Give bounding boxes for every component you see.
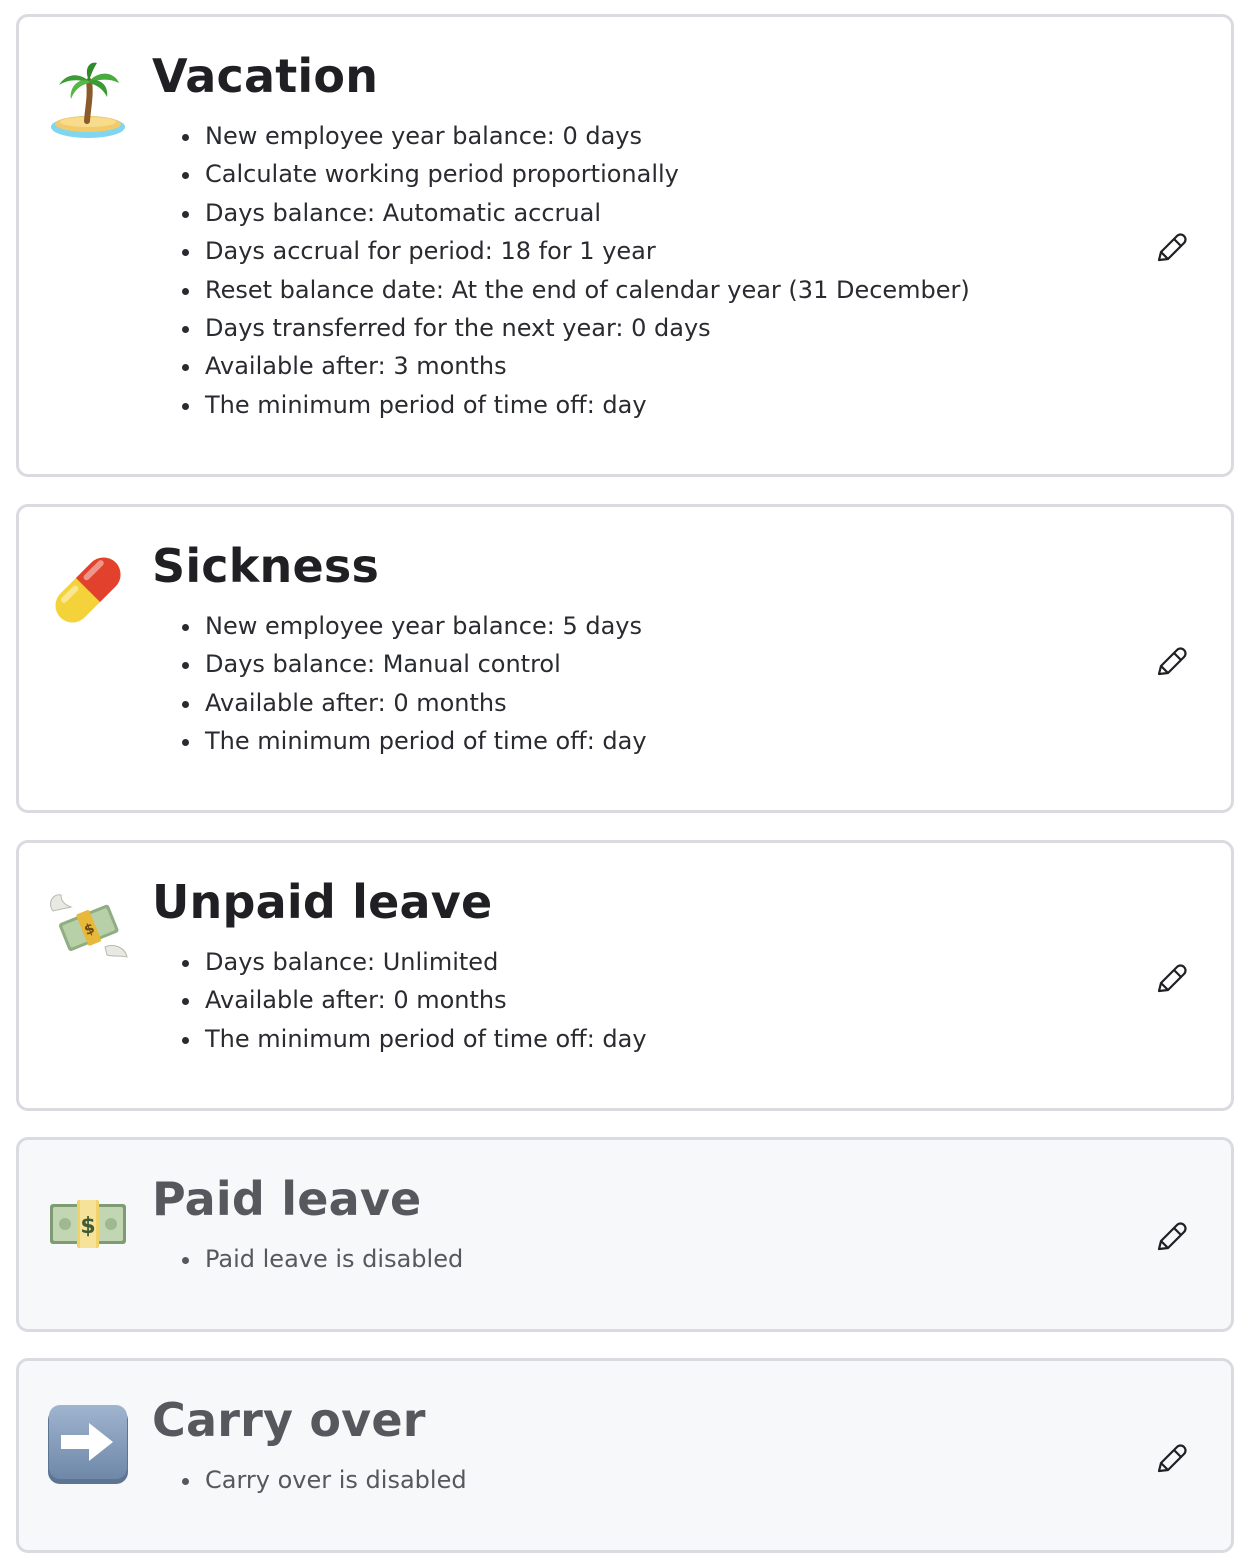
list-item: • Days balance: Automatic accrual	[203, 194, 970, 232]
card-title: Vacation	[152, 49, 379, 103]
list-item: • The minimum period of time off: day	[203, 1020, 647, 1058]
leave-card-sickness	[16, 504, 1234, 813]
edit-pencil-icon[interactable]	[1151, 1439, 1191, 1479]
edit-pencil-icon[interactable]	[1151, 1217, 1191, 1257]
details-list	[179, 943, 647, 1058]
dollar-banknote-icon	[47, 1182, 129, 1264]
list-item: • Paid leave is disabled	[203, 1240, 463, 1278]
svg-text:$: $	[80, 1214, 96, 1239]
svg-text:$: $	[81, 920, 98, 939]
leave-card-unpaid-leave	[16, 840, 1234, 1111]
details-list	[179, 1240, 463, 1278]
list-item: • Calculate working period proportionally	[203, 155, 970, 193]
edit-pencil-icon[interactable]	[1151, 959, 1191, 999]
right-arrow-icon	[47, 1403, 129, 1485]
edit-pencil-icon[interactable]	[1151, 642, 1191, 682]
details-list	[179, 607, 647, 761]
list-item: • Reset balance date: At the end of calendar year (31 December)	[203, 271, 970, 309]
list-item: • New employee year balance: 5 days	[203, 607, 647, 645]
list-item: • Available after: 0 months	[203, 684, 647, 722]
list-item: • New employee year balance: 0 days	[203, 117, 970, 155]
list-item: • Days balance: Manual control	[203, 645, 647, 683]
leave-card-vacation	[16, 14, 1234, 477]
card-title: Sickness	[152, 539, 380, 593]
list-item: • Days balance: Unlimited	[203, 943, 647, 981]
pill-icon	[47, 549, 129, 631]
list-item: • Available after: 0 months	[203, 981, 647, 1019]
edit-pencil-icon[interactable]	[1151, 228, 1191, 268]
leave-card-paid-leave	[16, 1137, 1234, 1332]
details-list	[179, 117, 970, 424]
leave-card-carry-over	[16, 1358, 1234, 1553]
card-title: Carry over	[152, 1393, 426, 1447]
list-item: • Days transferred for the next year: 0 days	[203, 309, 970, 347]
list-item: • The minimum period of time off: day	[203, 386, 970, 424]
list-item: • Days accrual for period: 18 for 1 year	[203, 232, 970, 270]
money-with-wings-icon	[47, 885, 129, 967]
list-item: • Available after: 3 months	[203, 347, 970, 385]
palm-island-icon	[47, 59, 129, 141]
card-title: Unpaid leave	[152, 875, 493, 929]
list-item: • Carry over is disabled	[203, 1461, 467, 1499]
details-list	[179, 1461, 467, 1499]
card-title: Paid leave	[152, 1172, 422, 1226]
list-item: • The minimum period of time off: day	[203, 722, 647, 760]
